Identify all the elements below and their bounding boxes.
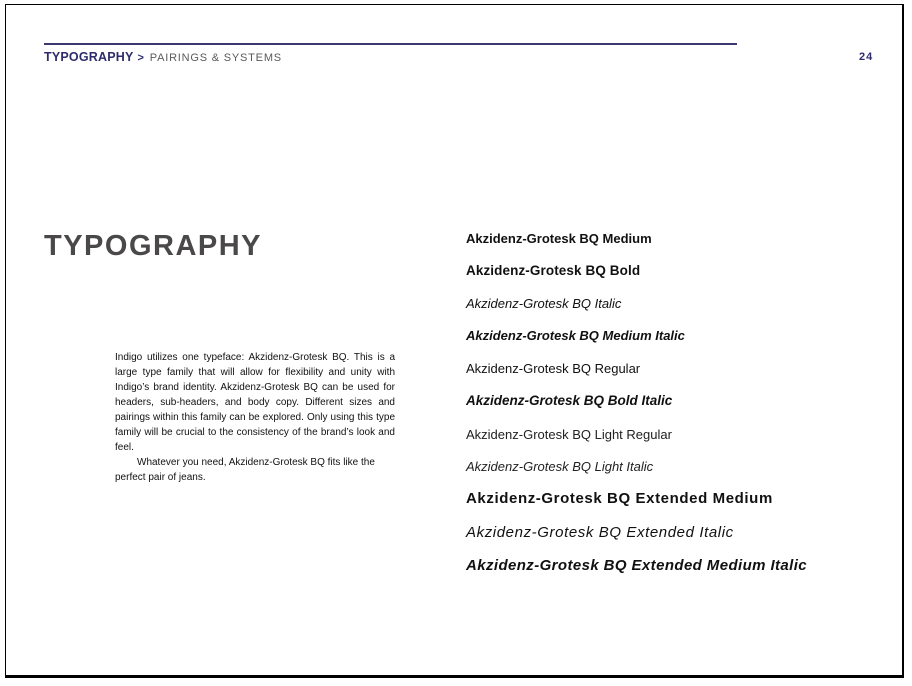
specimen-medium-italic: Akzidenz-Grotesk BQ Medium Italic	[466, 328, 685, 343]
specimen-extended-medium: Akzidenz-Grotesk BQ Extended Medium	[466, 490, 773, 507]
breadcrumb-section: TYPOGRAPHY	[44, 50, 134, 64]
specimen-bold: Akzidenz-Grotesk BQ Bold	[466, 263, 641, 278]
specimen-regular: Akzidenz-Grotesk BQ Regular	[466, 361, 641, 376]
specimen-bold-italic: Akzidenz-Grotesk BQ Bold Italic	[466, 393, 673, 408]
specimen-italic: Akzidenz-Grotesk BQ Italic	[466, 296, 622, 311]
document-page	[5, 4, 904, 678]
breadcrumb-subsection: PAIRINGS & SYSTEMS	[149, 52, 282, 64]
specimen-light-italic: Akzidenz-Grotesk BQ Light Italic	[466, 459, 654, 474]
page-number: 24	[859, 51, 874, 63]
breadcrumb-separator: >	[137, 52, 145, 64]
specimen-extended-italic: Akzidenz-Grotesk BQ Extended Italic	[466, 524, 734, 541]
header-rule	[44, 43, 737, 45]
breadcrumb	[44, 50, 282, 64]
body-paragraph: Indigo utilizes one typeface: Akzidenz-Grotesk BQ. This is a large type family that will allow for flexibility and unity with Indigo’s brand identity. Akzidenz-Grotesk BQ can be used for headers, sub-headers, and body copy. Different sizes and pairings within this family can be explored. Only using this type family will be crucial to the consistency of the brand’s look and feel.	[115, 352, 395, 453]
specimen-extended-medium-italic: Akzidenz-Grotesk BQ Extended Medium Italic	[466, 557, 808, 574]
body-copy	[115, 350, 395, 485]
page-title: TYPOGRAPHY	[44, 230, 263, 262]
body-paragraph: Whatever you need, Akzidenz-Grotesk BQ fits like the perfect pair of jeans.	[115, 457, 375, 483]
specimen-light-regular: Akzidenz-Grotesk BQ Light Regular	[466, 427, 672, 442]
specimen-medium: Akzidenz-Grotesk BQ Medium	[466, 231, 652, 246]
